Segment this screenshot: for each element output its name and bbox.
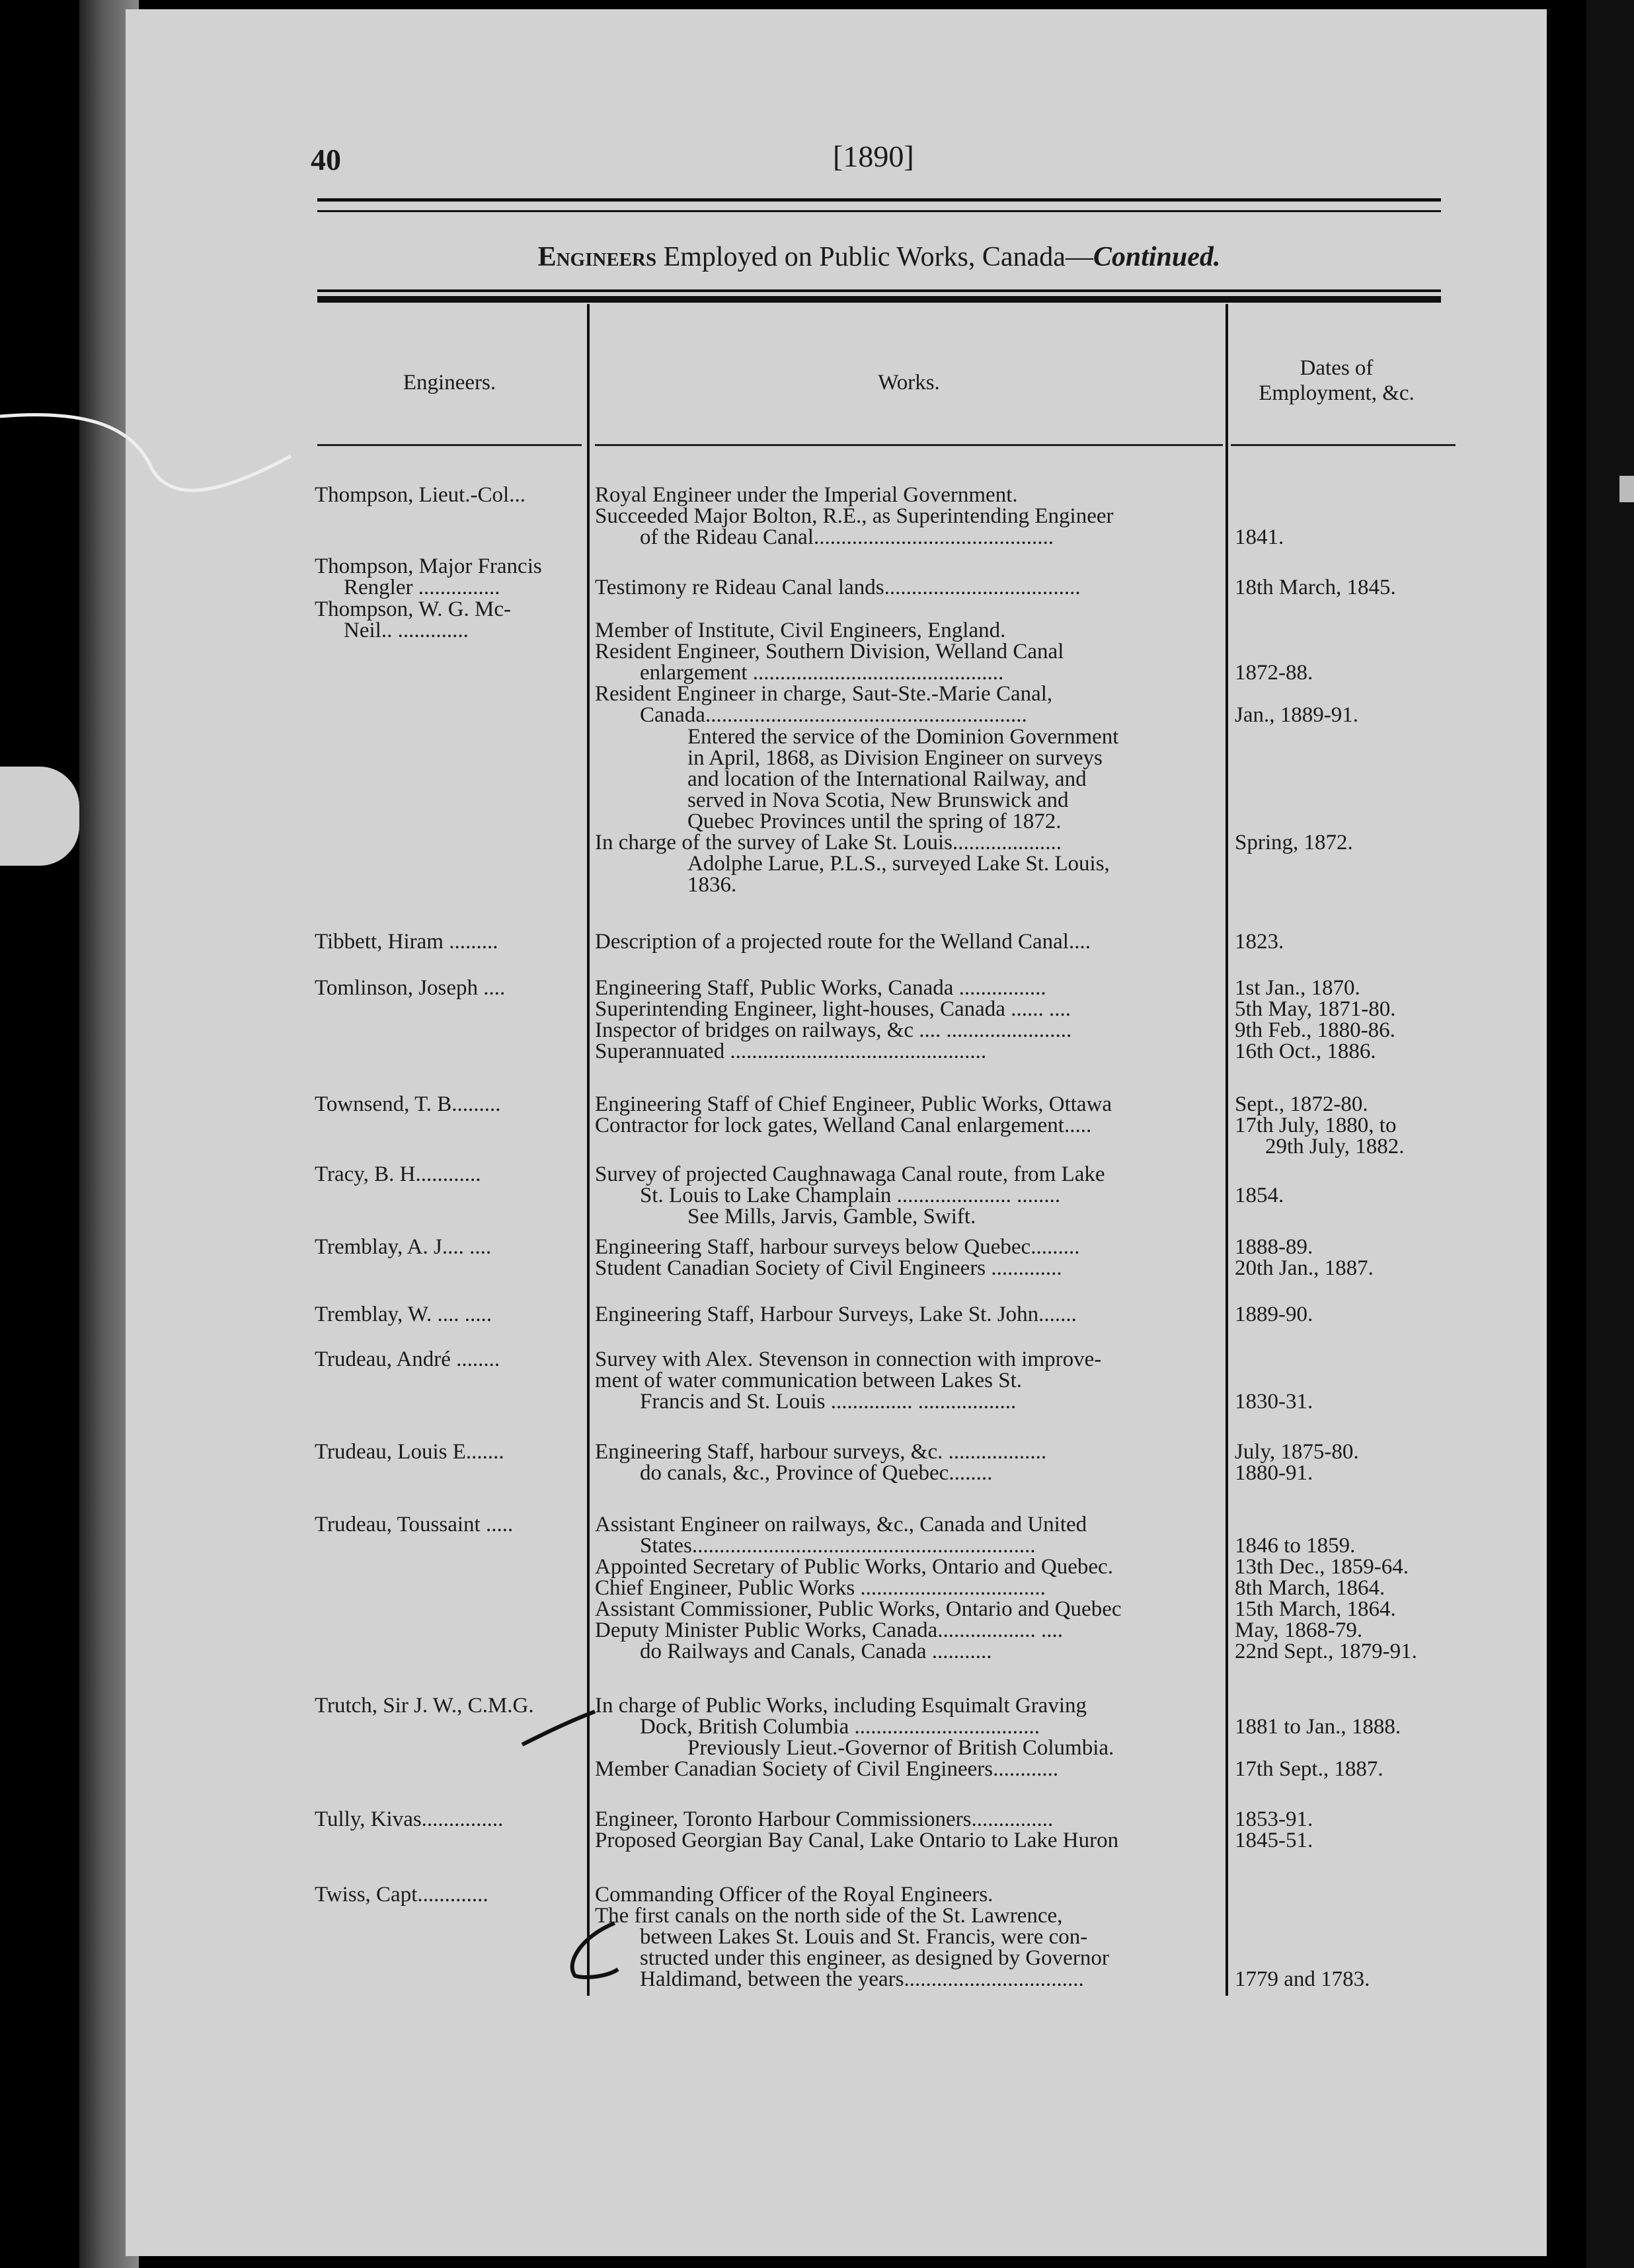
work-description: Francis and St. Louis ............... ..................	[640, 1390, 1017, 1413]
work-description: between Lakes St. Louis and St. Francis, were con-	[640, 1926, 1088, 1948]
work-description: Survey of projected Caughnawaga Canal route, from Lake	[595, 1163, 1105, 1186]
engineer-name: Trudeau, Toussaint .....	[315, 1513, 514, 1536]
engineer-name: Tomlinson, Joseph ....	[315, 976, 506, 1000]
work-description: In charge of Public Works, including Esquimalt Graving	[595, 1694, 1087, 1717]
employment-date: 18th March, 1845.	[1235, 576, 1396, 599]
title-suffix: Continued.	[1093, 242, 1221, 272]
work-description: Engineering Staff of Chief Engineer, Public Works, Ottawa	[595, 1093, 1112, 1115]
work-description: Resident Engineer, Southern Division, Welland Canal	[595, 640, 1064, 663]
work-description: do canals, &c., Province of Quebec........	[640, 1462, 993, 1484]
employment-date: 1841.	[1235, 525, 1284, 549]
engineer-name: Trudeau, Louis E.......	[315, 1440, 504, 1464]
title-rule-thick	[317, 296, 1441, 303]
work-description: and location of the International Railway, and	[687, 768, 1087, 790]
work-description: Superintending Engineer, light-houses, Canada ...... ....	[595, 998, 1071, 1020]
work-description: The first canals on the north side of the St. Lawrence,	[595, 1905, 1063, 1927]
employment-date: 1888-89.	[1235, 1235, 1313, 1259]
work-description: ment of water communication between Lakes St.	[595, 1369, 1023, 1392]
employment-date: 1872-88.	[1235, 661, 1313, 685]
head-rule-engineers	[317, 444, 582, 446]
page-year: [1890]	[833, 139, 914, 173]
col-head-dates-line2: Employment, &c.	[1259, 381, 1415, 405]
employment-date: 20th Jan., 1887.	[1235, 1256, 1374, 1280]
head-rule-dates	[1231, 444, 1456, 446]
work-description: Assistant Engineer on railways, &c., Canada and United	[595, 1513, 1087, 1536]
work-description: Description of a projected route for the Welland Canal....	[595, 930, 1091, 953]
work-description: Previously Lieut.-Governor of British Columbia.	[687, 1737, 1114, 1759]
right-page-edge	[1586, 0, 1634, 2268]
employment-date: 1st Jan., 1870.	[1235, 976, 1360, 1000]
work-description: Haldimand, between the years.................................	[640, 1968, 1084, 1990]
employment-date: 17th July, 1880, to	[1235, 1114, 1397, 1137]
work-description: In charge of the survey of Lake St. Louis....................	[595, 831, 1062, 854]
col-head-engineers: Engineers.	[403, 371, 496, 395]
work-description: Royal Engineer under the Imperial Government.	[595, 484, 1018, 506]
employment-date: 5th May, 1871-80.	[1235, 997, 1396, 1021]
engineer-name: Tully, Kivas...............	[315, 1807, 504, 1831]
work-description: in April, 1868, as Division Engineer on surveys	[687, 747, 1103, 769]
work-description: Quebec Provinces until the spring of 1872.	[687, 810, 1062, 833]
engineer-name: Trudeau, André ........	[315, 1347, 500, 1371]
work-description: States...............................................................	[640, 1534, 1036, 1557]
work-description: Canada...........................................................	[640, 704, 1027, 726]
work-description: Appointed Secretary of Public Works, Ontario and Quebec.	[595, 1556, 1113, 1578]
engineer-name: Thompson, Lieut.-Col...	[315, 483, 525, 507]
title-middle: Employed on Public Works, Canada—	[656, 242, 1093, 272]
employment-date: 1779 and 1783.	[1235, 1967, 1370, 1991]
employment-date: 1845-51.	[1235, 1829, 1313, 1852]
employment-date: Spring, 1872.	[1235, 831, 1353, 854]
work-description: Student Canadian Society of Civil Engineers .............	[595, 1257, 1062, 1279]
column-divider-2	[1226, 304, 1228, 1996]
work-description: Commanding Officer of the Royal Engineers.	[595, 1883, 993, 1906]
work-description: Contractor for lock gates, Welland Canal enlargement.....	[595, 1114, 1092, 1137]
work-description: Survey with Alex. Stevenson in connection with improve-	[595, 1348, 1102, 1371]
work-description: served in Nova Scotia, New Brunswick and	[687, 789, 1069, 812]
employment-date: Sept., 1872-80.	[1235, 1092, 1368, 1116]
engineer-name: Tracy, B. H............	[315, 1162, 481, 1186]
work-description: Entered the service of the Dominion Government	[687, 726, 1119, 748]
work-description: Adolphe Larue, P.L.S., surveyed Lake St. Louis,	[687, 852, 1110, 875]
work-description: 1836.	[687, 874, 737, 896]
work-description: Deputy Minister Public Works, Canada.................. ....	[595, 1619, 1064, 1642]
engineer-name: Trutch, Sir J. W., C.M.G.	[315, 1694, 534, 1718]
work-description: of the Rideau Canal............................................	[640, 526, 1054, 548]
next-page-glyph	[1619, 476, 1634, 502]
employment-date: 17th Sept., 1887.	[1235, 1757, 1383, 1781]
col-head-dates	[1231, 356, 1442, 406]
work-description: Chief Engineer, Public Works ..................................	[595, 1577, 1046, 1599]
engineer-name: Townsend, T. B.........	[315, 1092, 501, 1116]
employment-date: 1846 to 1859.	[1235, 1534, 1356, 1558]
pencil-mark-2	[562, 1916, 621, 1996]
table-title	[317, 241, 1441, 273]
engineer-name: Twiss, Capt.............	[315, 1883, 488, 1907]
employment-date: 22nd Sept., 1879-91.	[1235, 1640, 1417, 1663]
work-description: Member Canadian Society of Civil Engineers............	[595, 1758, 1059, 1780]
work-description: structed under this engineer, as designed by Governor	[640, 1947, 1109, 1969]
work-description: Engineering Staff, Harbour Surveys, Lake St. John.......	[595, 1303, 1077, 1326]
page-number: 40	[311, 143, 341, 176]
col-head-works: Works.	[878, 371, 940, 395]
employment-date: 1830-31.	[1235, 1390, 1313, 1414]
engineer-name: Tremblay, A. J.... ....	[315, 1235, 492, 1259]
work-description: enlargement ..............................................	[640, 662, 1004, 684]
employment-date: 8th March, 1864.	[1235, 1576, 1385, 1600]
work-description: Engineering Staff, harbour surveys, &c. ..................	[595, 1441, 1047, 1463]
title-prefix: Engineers	[537, 242, 657, 272]
work-description: Superannuated ...............................................	[595, 1040, 987, 1063]
engineer-name: Rengler ...............	[344, 576, 500, 599]
head-rule-works	[595, 444, 1223, 446]
employment-date: 9th Feb., 1880-86.	[1235, 1018, 1395, 1042]
engineer-name: Tremblay, W. .... .....	[315, 1303, 492, 1326]
employment-date: July, 1875-80.	[1235, 1440, 1359, 1464]
work-description: Engineer, Toronto Harbour Commissioners...............	[595, 1808, 1054, 1831]
work-description: Resident Engineer in charge, Saut-Ste.-Marie Canal,	[595, 683, 1053, 705]
work-description: Succeeded Major Bolton, R.E., as Superintending Engineer	[595, 505, 1114, 527]
work-description: St. Louis to Lake Champlain ..................... ........	[640, 1184, 1061, 1207]
work-description: do Railways and Canals, Canada ...........	[640, 1640, 992, 1663]
work-description: Engineering Staff, harbour surveys below Quebec.........	[595, 1236, 1080, 1258]
employment-date: 29th July, 1882.	[1265, 1135, 1405, 1158]
employment-date: 1853-91.	[1235, 1807, 1313, 1831]
work-description: See Mills, Jarvis, Gamble, Swift.	[687, 1205, 976, 1228]
employment-date: 1823.	[1235, 930, 1284, 954]
work-description: Dock, British Columbia ..................................	[640, 1716, 1040, 1738]
work-description: Testimony re Rideau Canal lands....................................	[595, 576, 1081, 599]
engineer-name: Neil.. .............	[344, 619, 469, 642]
engineer-name: Tibbett, Hiram .........	[315, 930, 498, 954]
work-description: Proposed Georgian Bay Canal, Lake Ontario to Lake Huron	[595, 1829, 1119, 1852]
employment-date: 15th March, 1864.	[1235, 1597, 1396, 1621]
employment-date: 13th Dec., 1859-64.	[1235, 1555, 1409, 1579]
title-rule-thin	[317, 289, 1441, 292]
work-description: Assistant Commissioner, Public Works, Ontario and Quebec	[595, 1598, 1122, 1620]
top-rule-thin	[317, 210, 1441, 212]
work-description: Inspector of bridges on railways, &c .... .......................	[595, 1019, 1072, 1041]
col-head-dates-line1: Dates of	[1300, 356, 1374, 380]
employment-date: 1881 to Jan., 1888.	[1235, 1715, 1401, 1739]
top-rule	[317, 198, 1441, 202]
pencil-mark-3	[0, 370, 317, 568]
engineer-name: Thompson, Major Francis	[315, 554, 542, 578]
employment-date: 16th Oct., 1886.	[1235, 1040, 1376, 1063]
employment-date: May, 1868-79.	[1235, 1618, 1363, 1642]
employment-date: 1854.	[1235, 1184, 1284, 1207]
employment-date: 1889-90.	[1235, 1303, 1313, 1326]
employment-date: 1880-91.	[1235, 1461, 1313, 1485]
engineer-name: Thompson, W. G. Mc-	[315, 597, 511, 621]
employment-date: Jan., 1889-91.	[1235, 703, 1358, 727]
pencil-mark-1	[516, 1705, 602, 1751]
work-description: Engineering Staff, Public Works, Canada ................	[595, 977, 1046, 999]
work-description: Member of Institute, Civil Engineers, England.	[595, 619, 1006, 642]
